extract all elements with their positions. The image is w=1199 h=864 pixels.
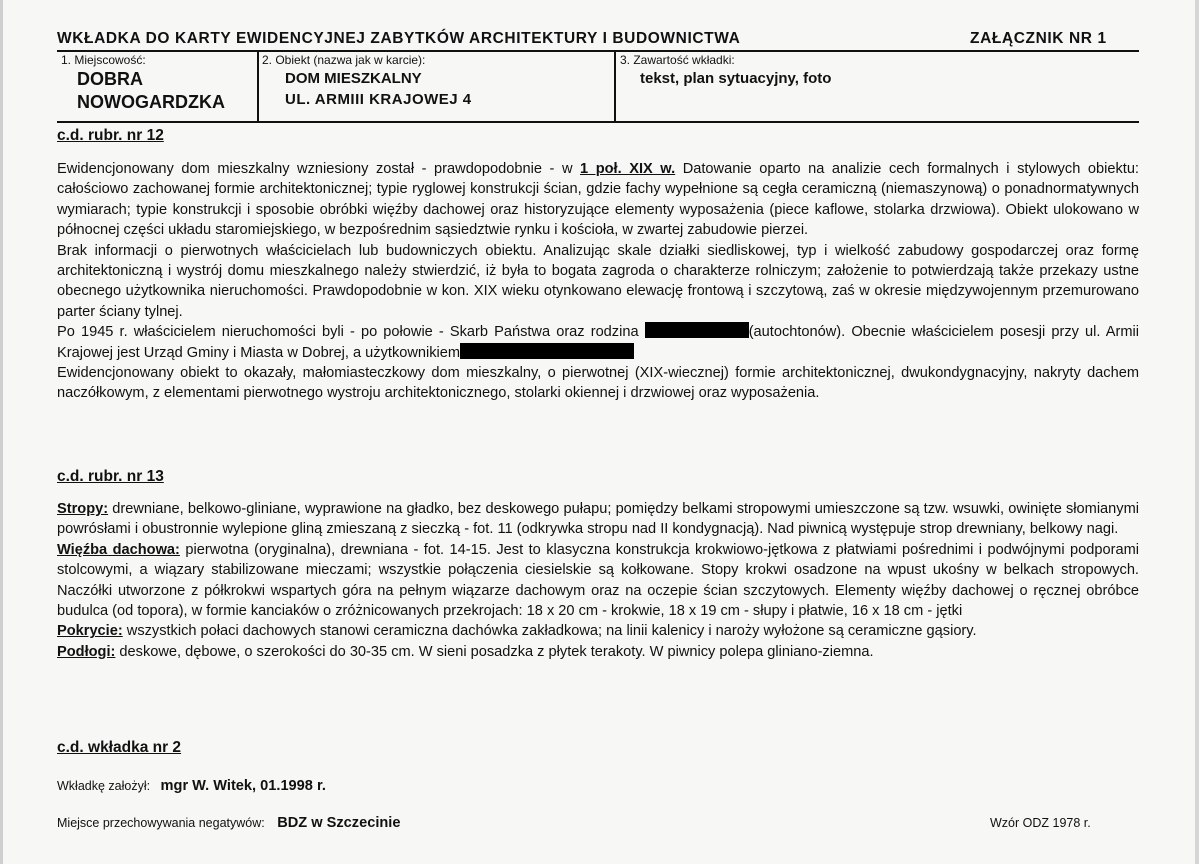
- form-title: WKŁADKA DO KARTY EWIDENCYJNEJ ZABYTKÓW ARCHITEKTURY I BUDOWNICTWA: [57, 30, 741, 47]
- section-12-paragraph-4: Ewidencjonowany obiekt to okazały, małomiasteczkowy dom mieszkalny, o pierwotnej (XIX-wiecznej) formie architektonicznej, dwukondygnacyjny, nakryty dachem naczółkowym, z elementami pierwotnego wystroju architektonicznego, stolarki okiennej i drzwiowej oraz wyposażenia.: [57, 365, 1139, 402]
- ceilings-paragraph: [57, 499, 1139, 540]
- floors-text: deskowe, dębowe, o szerokości do 30-35 cm. W sieni posadzka z płytek terakoty. W piwnicy polepa gliniano-ziemna.: [115, 643, 874, 660]
- covering-paragraph: [57, 621, 1139, 641]
- header-top-rule: [57, 50, 1139, 52]
- ceilings-text: drewniane, belkowo-gliniane, wyprawione na gładko, bez deskowego pułapu; pomiędzy belkami stropowymi umieszczone są tzw. wsuwki, owinięte słomianymi powrósłami i obustronnie wylepione gliną zmieszaną z sieczką - fot. 11 (odkrywka stropu nad II kondygnacją). Nad piwnicą występuje strop drewniany, belkowy nagi.: [57, 501, 1139, 538]
- header-bottom-rule: [57, 121, 1139, 123]
- locality-value-line1: DOBRA: [77, 69, 143, 89]
- created-by-row: [57, 777, 326, 795]
- p1-text-a: Ewidencjonowany dom mieszkalny wzniesiony został - prawdopodobnie - w: [57, 161, 581, 177]
- dating-highlight: 1 poł. XIX w.: [580, 161, 676, 177]
- section-12-heading: c.d. rubr. nr 12: [57, 127, 164, 144]
- object-label: 2. Obiekt (nazwa jak w karcie):: [262, 53, 426, 67]
- contents-label: 3. Zawartość wkładki:: [620, 53, 735, 67]
- locality-label: 1. Miejscowość:: [61, 53, 146, 67]
- roof-label: Więźba dachowa:: [57, 541, 180, 558]
- p3-text-b: (autochtonów). Obecnie właścicielem posesji przy ul. Armii Krajowej jest Urząd Gminy i Miasta w Dobrej, a użytkownikiem: [57, 324, 1139, 361]
- form-template-number: Wzór ODZ 1978 r.: [990, 816, 1091, 830]
- created-by-value: mgr W. Witek, 01.1998 r.: [160, 778, 326, 794]
- section-12-paragraph-2: Brak informacji o pierwotnych właścicielach lub budowniczych obiektu. Analizując skale działki siedliskowej, typ i wielkość zabudowy gospodarczej oraz formę architektoniczną i wystrój domu mieszkalnego należy stwierdzić, iż była to bogata zagroda o charakterze rolniczym; założenie to potwierdzają także przekazy ustne obecnego użytkownika nieruchomości. Prawdopodobnie w kon. XIX wieku otynkowano elewację frontową i szczytową, zaś w okresie międzywojennym przemurowano parter ściany tylnej.: [57, 242, 1139, 320]
- covering-text: wszystkich połaci dachowych stanowi ceramiczna dachówka zakładkowa; na linii kalenicy i naroży wyłożone są ceramiczne gąsiory.: [122, 623, 977, 640]
- scan-edge-left: [0, 0, 3, 864]
- created-by-label: Wkładkę założył:: [57, 779, 151, 793]
- annex-number: ZAŁĄCZNIK NR 1: [970, 30, 1107, 47]
- scan-edge-right: [1195, 0, 1199, 864]
- contents-value: tekst, plan sytuacyjny, foto: [640, 70, 832, 87]
- section-12-body: [57, 159, 1139, 404]
- locality-value-line2: NOWOGARDZKA: [77, 92, 225, 112]
- p3-text-a: Po 1945 r. właścicielem nieruchomości byli - po połowie - Skarb Państwa oraz rodzina: [57, 324, 645, 341]
- header-divider-1: [257, 51, 259, 122]
- section-13-body: [57, 499, 1139, 662]
- redaction-bar: [645, 322, 749, 338]
- object-value-line1: DOM MIESZKALNY: [285, 70, 422, 87]
- roof-paragraph: [57, 540, 1139, 622]
- header-divider-2: [614, 51, 616, 122]
- object-value-line2: UL. ARMIII KRAJOWEJ 4: [285, 91, 472, 108]
- section-13-heading: c.d. rubr. nr 13: [57, 468, 164, 485]
- floors-label: Podłogi:: [57, 643, 116, 660]
- negatives-storage-row: [57, 814, 400, 832]
- negatives-storage-value: BDZ w Szczecinie: [277, 815, 401, 831]
- p1-text-b: Datowanie oparto na analizie cech formalnych i stylowych obiektu: całościowo zachowanej formie architektonicznej; typie ryglowej konstrukcji ścian, gdzie fachy wypełnione są cegła ceramiczną (niemaszynową) o ponadnormatywnych wymiarach; typie konstrukcji i sposobie obróbki więźby dachowej oraz historyzujące elementy wyposażenia (piece kaflowe, stolarka drzwiowa). Obiekt ulokowano w północnej części układu staromiejskiego, w bezpośrednim sąsiedztwie rynku i kościoła, w zwartej zabudowie pierzei.: [57, 161, 1139, 239]
- section-12-paragraph-3: [57, 322, 1139, 363]
- ceilings-label: Stropy:: [57, 501, 109, 517]
- roof-text: pierwotna (oryginalna), drewniana - fot. 14-15. Jest to klasyczna konstrukcja krokwiowo-jętkowa z płatwiami pośrednimi i podwójnymi podporami stolcowymi, a wiązary stabilizowane mieczami; wszystkie połączenia ciesielskie są kołkowane. Stopy krokwi osadzone na wpust ukośny w belkach stropowych. Naczółki utworzone z półkrokwi wspartych góra na pełnym wiązarze dachowym oraz na oczepie ścian szczytowych. Elementy więźby dachowej o ręcznej obróbce budulca (od topora), w formie kanciaków o zróżnicowanych przekrojach: 18 x 20 cm - krokwie, 18 x 19 cm - słupy i płatwie, 16 x 18 cm - jętki: [57, 541, 1139, 620]
- covering-label: Pokrycie:: [57, 623, 123, 640]
- floors-paragraph: [57, 642, 1139, 662]
- negatives-storage-label: Miejsce przechowywania negatywów:: [57, 816, 265, 830]
- redaction-bar: [460, 343, 634, 359]
- section-12-paragraph-1: [57, 159, 1139, 241]
- insert-continuation-heading: c.d. wkładka nr 2: [57, 739, 182, 756]
